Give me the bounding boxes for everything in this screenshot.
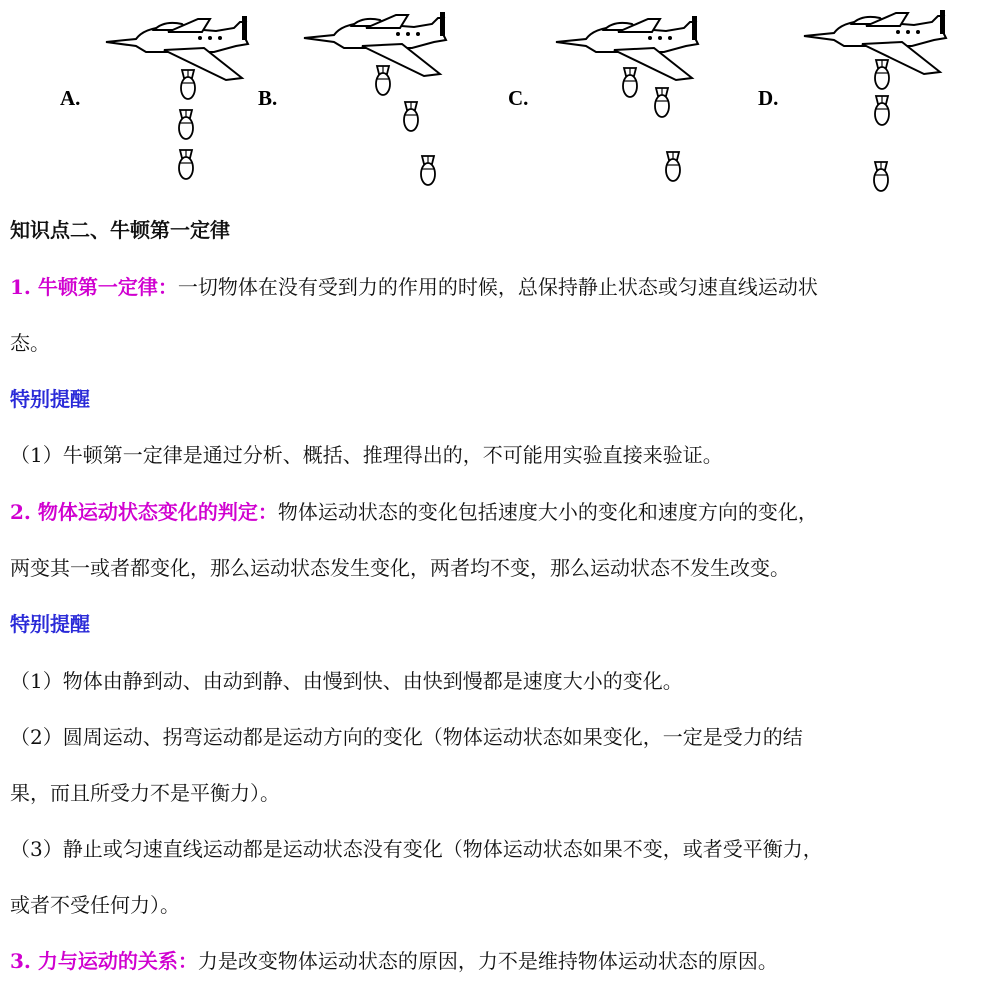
option-d-label: D. bbox=[758, 86, 779, 110]
bomb-drop-figure bbox=[0, 0, 1008, 200]
bomb-icon bbox=[623, 68, 637, 97]
plane-c bbox=[556, 16, 698, 181]
paragraph-3-label: 3. 力与运动的关系： bbox=[10, 949, 198, 973]
plane-d bbox=[804, 10, 946, 191]
bomb-icon bbox=[179, 150, 193, 179]
option-b-label: B. bbox=[258, 86, 278, 110]
paragraph-3-line-1 bbox=[10, 947, 778, 975]
paragraph-2-line-2: 两变其一或者都变化，那么运动状态发生变化，两者均不变，那么运动状态不发生改变。 bbox=[10, 556, 790, 580]
paragraph-2-label: 2. 物体运动状态变化的判定： bbox=[10, 500, 278, 524]
option-c-label: C. bbox=[508, 86, 529, 110]
airplane-icon bbox=[106, 16, 248, 80]
tip-2-item-1: （1）物体由静到动、由动到静、由慢到快、由快到慢都是速度大小的变化。 bbox=[10, 669, 683, 693]
bomb-icon bbox=[404, 102, 418, 131]
bomb-icon bbox=[655, 88, 669, 117]
bomb-icon bbox=[181, 70, 195, 99]
paragraph-2-line-1 bbox=[10, 498, 818, 526]
bomb-icon bbox=[666, 152, 680, 181]
bomb-icon bbox=[421, 156, 435, 185]
tip-2-item-3-line-1: （3）静止或匀速直线运动都是运动状态没有变化（物体运动状态如果不变，或者受平衡力， bbox=[10, 837, 823, 861]
plane-a bbox=[106, 16, 248, 179]
tip-2-item-3-line-2: 或者不受任何力）。 bbox=[10, 893, 180, 917]
tip-1-item-1: （1）牛顿第一定律是通过分析、概括、推理得出的，不可能用实验直接来验证。 bbox=[10, 443, 723, 467]
figure-svg bbox=[0, 0, 1008, 200]
tip-1-title: 特别提醒 bbox=[10, 387, 90, 411]
bomb-icon bbox=[376, 66, 390, 95]
section-title: 知识点二、牛顿第一定律 bbox=[10, 218, 230, 242]
paragraph-3-text: 力是改变物体运动状态的原因，力不是维持物体运动状态的原因。 bbox=[197, 949, 778, 973]
bomb-icon bbox=[875, 60, 889, 89]
bomb-icon bbox=[874, 162, 888, 191]
bomb-icon bbox=[875, 96, 889, 125]
paragraph-1-line-1 bbox=[10, 273, 818, 301]
tip-2-item-2-line-2: 果，而且所受力不是平衡力）。 bbox=[10, 781, 280, 805]
paragraph-1-line-2: 态。 bbox=[10, 331, 50, 355]
tip-2-item-2-line-1: （2）圆周运动、拐弯运动都是运动方向的变化（物体运动状态如果变化，一定是受力的结 bbox=[10, 725, 803, 749]
paragraph-1-label: 1. 牛顿第一定律： bbox=[10, 275, 178, 299]
paragraph-1-text-a: 一切物体在没有受到力的作用的时候，总保持静止状态或匀速直线运动状 bbox=[177, 275, 818, 299]
airplane-icon bbox=[804, 10, 946, 74]
option-a-label: A. bbox=[60, 86, 81, 110]
paragraph-2-text-a: 物体运动状态的变化包括速度大小的变化和速度方向的变化， bbox=[277, 500, 818, 524]
bomb-icon bbox=[179, 110, 193, 139]
tip-2-title: 特别提醒 bbox=[10, 612, 90, 636]
plane-b bbox=[304, 12, 446, 185]
airplane-icon bbox=[304, 12, 446, 76]
